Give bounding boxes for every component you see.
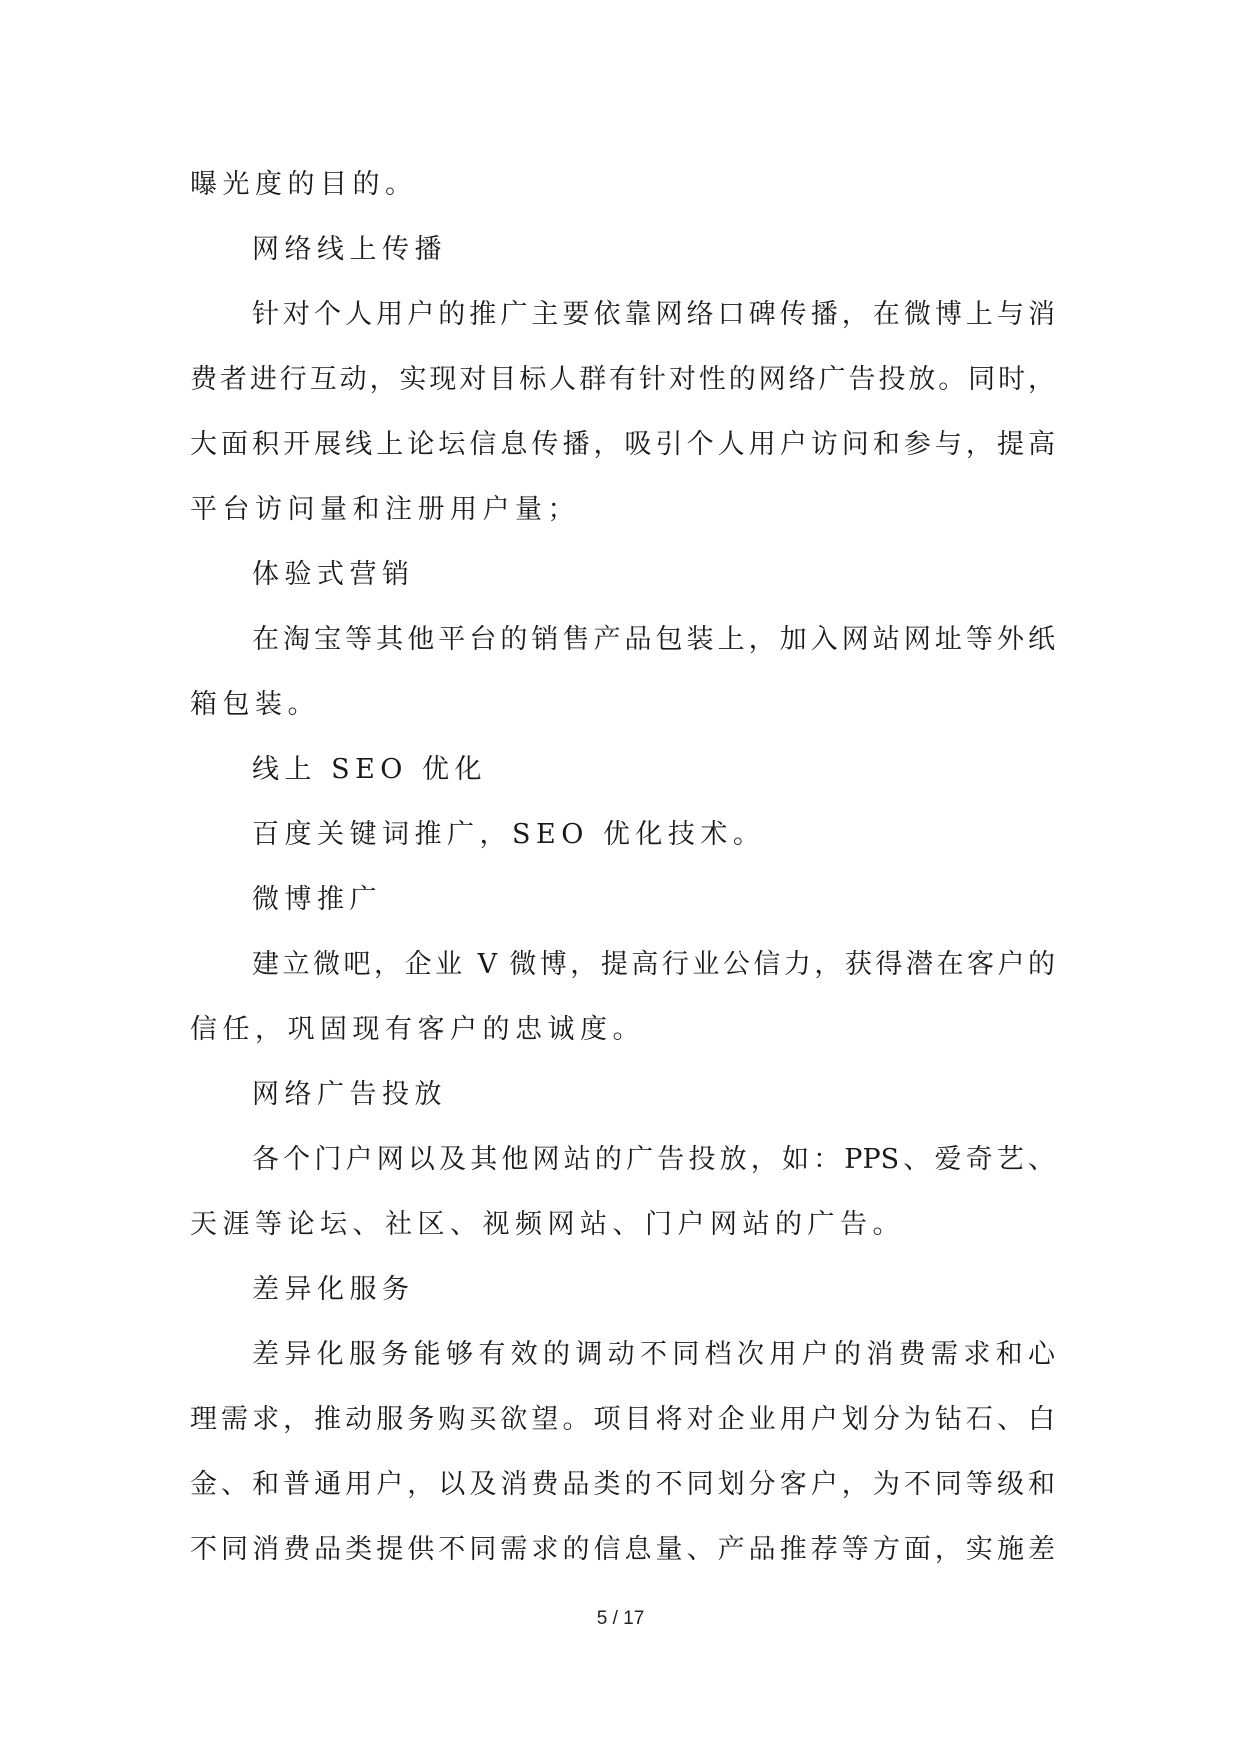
text-line: 不同消费品类提供不同需求的信息量、产品推荐等方面，实施差 (190, 1534, 1055, 1565)
text-line: 网络线上传播 (252, 234, 447, 265)
document-body (190, 152, 1055, 1582)
text-line: 建立微吧，企业 V 微博，提高行业公信力，获得潜在客户的 (252, 949, 1055, 980)
text-line: 金、和普通用户，以及消费品类的不同划分客户，为不同等级和 (190, 1469, 1055, 1500)
text-line: 各个门户网以及其他网站的广告投放，如：PPS、爱奇艺、 (252, 1144, 1055, 1175)
text-line: 平台访问量和注册用户量； (190, 494, 580, 525)
text-line: 微博推广 (252, 884, 382, 915)
text-line: 理需求，推动服务购买欲望。项目将对企业用户划分为钻石、白 (190, 1404, 1055, 1435)
text-line: 差异化服务能够有效的调动不同档次用户的消费需求和心 (252, 1339, 1055, 1370)
text-line: 费者进行互动，实现对目标人群有针对性的网络广告投放。同时， (190, 364, 1055, 395)
text-line: 网络广告投放 (252, 1079, 447, 1110)
text-line: 曝光度的目的。 (190, 169, 418, 200)
text-line: 针对个人用户的推广主要依靠网络口碑传播，在微博上与消 (252, 299, 1055, 330)
text-line: 箱包装。 (190, 689, 320, 720)
text-line: 百度关键词推广，SEO 优化技术。 (252, 819, 766, 850)
text-line: 在淘宝等其他平台的销售产品包装上，加入网站网址等外纸 (252, 624, 1055, 655)
text-line: 信任，巩固现有客户的忠诚度。 (190, 1014, 645, 1045)
text-line: 体验式营销 (252, 559, 415, 590)
text-line: 天涯等论坛、社区、视频网站、门户网站的广告。 (190, 1209, 905, 1240)
text-line: 线上 SEO 优化 (252, 754, 488, 785)
page-number: 5 / 17 (596, 1608, 645, 1629)
text-line: 差异化服务 (252, 1274, 415, 1305)
text-line: 大面积开展线上论坛信息传播，吸引个人用户访问和参与，提高 (190, 429, 1055, 460)
